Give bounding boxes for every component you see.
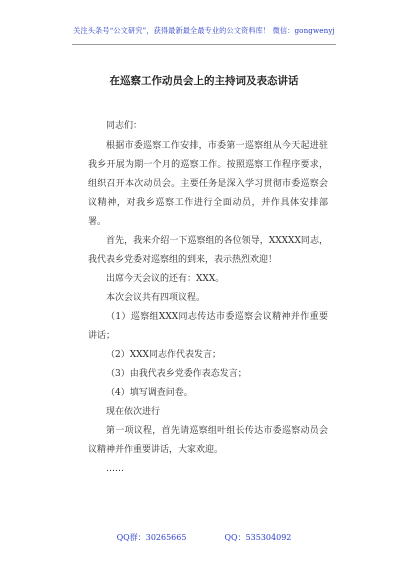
greeting: 同志们： <box>106 121 143 131</box>
header-divider <box>72 44 336 45</box>
footer-qq-group: QQ群：30265665 <box>116 533 187 542</box>
agenda-item-4: （4）填写调查问卷。 <box>106 388 193 398</box>
paragraph-introductions: 首先，我来介绍一下巡察组的各位领导，XXXXX同志，我代表乡党委对巡察组的到来，表示热烈欢迎！ <box>88 236 328 265</box>
agenda-item-1: （1）巡察组XXX同志传达市委巡察会议精神并作重要讲话； <box>88 312 328 341</box>
ellipsis: …… <box>106 464 124 474</box>
agenda-item-2: （2）XXX同志作代表发言； <box>106 350 221 360</box>
header-banner: 关注头条号“公文研究”，获得最新最全最专业的公文资料库！ 微信：gongwenyj <box>73 26 335 35</box>
agenda-item-3: （3）由我代表乡党委作表态发言； <box>106 369 247 379</box>
paragraph-attendees: 出席今天会议的还有：XXX。 <box>106 274 225 284</box>
paragraph-intro: 根据市委巡察工作安排，市委第一巡察组从今天起进驻我乡开展为期一个月的巡察工作。按照巡察工作程序要求，组织召开本次动员会。主要任务是深入学习贯彻市委巡察会议精神，对我乡巡察工作进行全面动员，并作具体安排部署。 <box>88 141 328 227</box>
paragraph-agenda-count: 本次会议共有四项议程。 <box>106 293 206 303</box>
document-title: 在巡察工作动员会上的主持词及表态讲话 <box>109 75 299 87</box>
footer-qq: QQ：535304092 <box>224 533 292 542</box>
paragraph-proceed: 现在依次进行 <box>106 407 161 417</box>
document-body <box>88 117 328 479</box>
footer-contact <box>0 532 408 543</box>
paragraph-first-agenda: 第一项议程，首先请巡察组叶组长传达市委巡察动员会议精神并作重要讲话，大家欢迎。 <box>88 426 328 455</box>
